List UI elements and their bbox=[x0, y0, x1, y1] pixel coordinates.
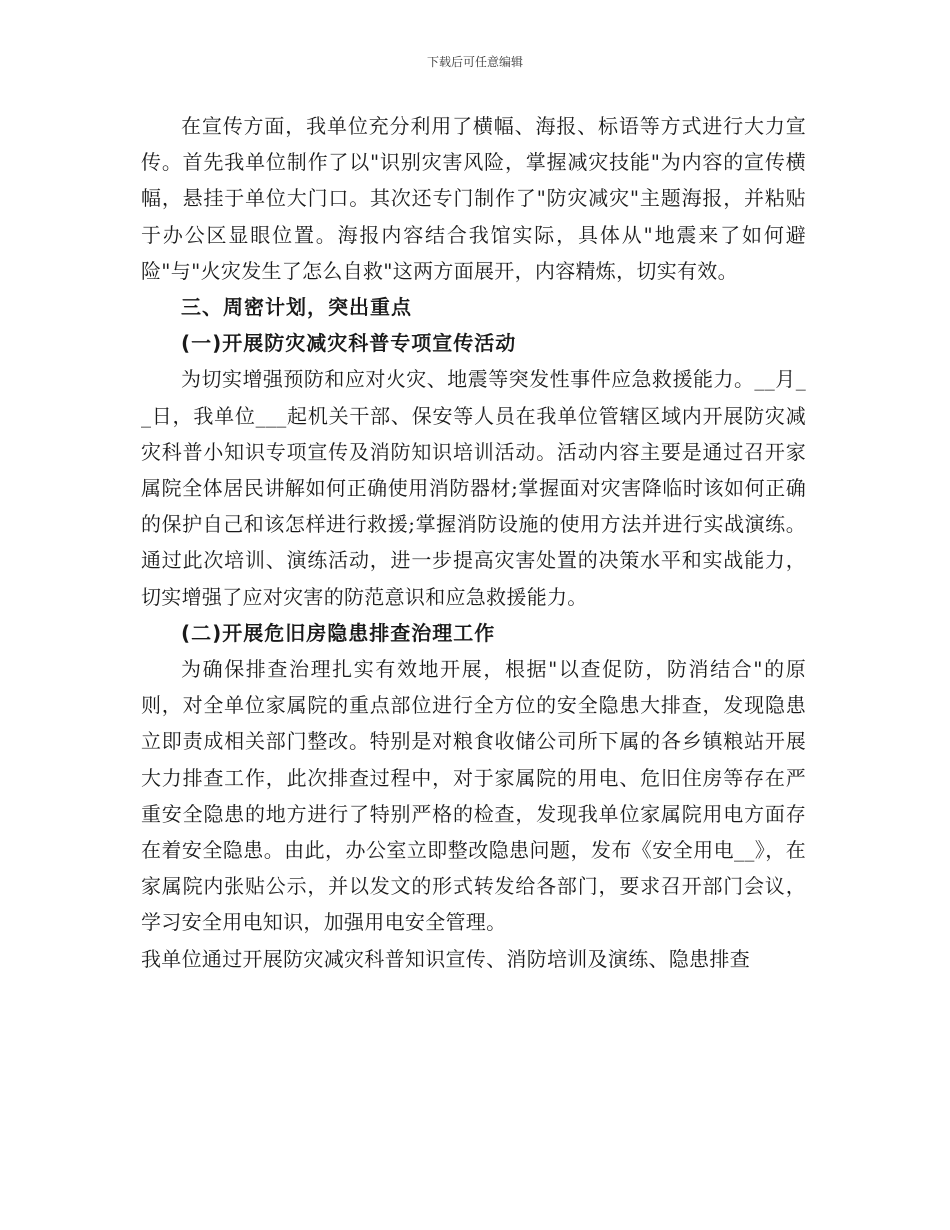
subheading-two: (二)开展危旧房隐患排查治理工作 bbox=[181, 620, 496, 645]
section-heading-three: 三、周密计划，突出重点 bbox=[181, 295, 412, 320]
document-body bbox=[141, 108, 806, 977]
paragraph-summary: 我单位通过开展防灾减灾科普知识宣传、消防培训及演练、隐患排查 bbox=[141, 946, 750, 971]
paragraph-inspection: 为确保排查治理扎实有效地开展，根据"以查促防，防消结合"的原则，对全单位家属院的重点部位进行全方位的安全隐患大排查，发现隐患立即责成相关部门整改。特别是对粮食收储公司所下属的各乡镇粮站开展大力排查工作，此次排查过程中，对于家属院的用电、危旧住房等存在严重安全隐患的地方进行了特别严格的检查，发现我单位家属院用电方面存在着安全隐患。由此，办公室立即整改隐患问题，发布《安全用电__》，在家属院内张贴公示，并以发文的形式转发给各部门，要求召开部门会议，学习安全用电知识，加强用电安全管理。 bbox=[141, 657, 806, 935]
paragraph-campaign: 为切实增强预防和应对火灾、地震等突发性事件应急救援能力。__月__日，我单位___起机关干部、保安等人员在我单位管辖区域内开展防灾减灾科普小知识专项宣传及消防知识培训活动。活动内容主要是通过召开家属院全体居民讲解如何正确使用消防器材;掌握面对灾害降临时该如何正确的保护自己和该怎样进行救援;掌握消防设施的使用方法并进行实战演练。通过此次培训、演练活动，进一步提高灾害处置的决策水平和实战能力，切实增强了应对灾害的防范意识和应急救援能力。 bbox=[141, 367, 806, 609]
paragraph-publicity: 在宣传方面，我单位充分利用了横幅、海报、标语等方式进行大力宣传。首先我单位制作了以"识别灾害风险，掌握减灾技能"为内容的宣传横幅，悬挂于单位大门口。其次还专门制作了"防灾减灾"主题海报，并粘贴于办公区显眼位置。海报内容结合我馆实际，具体从"地震来了如何避险"与"火灾发生了怎么自救"这两方面展开，内容精炼，切实有效。 bbox=[141, 114, 806, 283]
page-header: 下载后可任意编辑 bbox=[426, 55, 523, 69]
subheading-one: (一)开展防灾减灾科普专项宣传活动 bbox=[181, 331, 517, 356]
